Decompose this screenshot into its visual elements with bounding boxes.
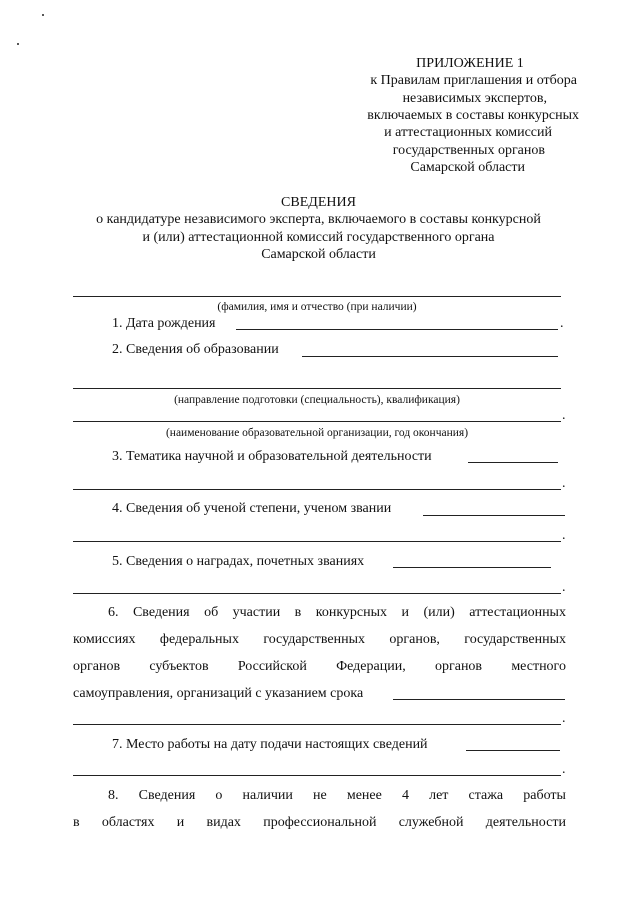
education-line[interactable] (302, 356, 558, 357)
degree-line[interactable] (423, 515, 565, 516)
end-mark: . (562, 762, 566, 777)
end-mark: . (562, 580, 566, 595)
birth-date-label: 1. Дата рождения (112, 316, 216, 331)
commissions-line[interactable] (393, 699, 565, 700)
workplace-line[interactable] (466, 750, 560, 751)
scan-speck (42, 14, 44, 16)
appendix-title: ПРИЛОЖЕНИЕ 1 (416, 56, 524, 71)
end-mark: . (562, 408, 566, 423)
awards-line[interactable] (393, 567, 551, 568)
awards-label: 5. Сведения о наградах, почетных званиях (112, 554, 365, 569)
form-subtitle-line: Самарской области (261, 247, 376, 262)
research-topics-line[interactable] (468, 462, 558, 463)
research-topics-line-2[interactable] (73, 489, 561, 490)
fio-line[interactable] (73, 296, 561, 297)
education-label: 2. Сведения об образовании (112, 342, 279, 357)
education-org-line[interactable] (73, 421, 561, 422)
commissions-text-line: самоуправления, организаций с указанием срока (73, 686, 364, 701)
form-title: СВЕДЕНИЯ (281, 195, 356, 210)
scan-speck (17, 43, 19, 45)
education-org-hint: (наименование образовательной организации, год окончания) (165, 427, 469, 439)
appendix-line: государственных органов (392, 143, 545, 158)
fio-hint: (фамилия, имя и отчество (при наличии) (217, 301, 417, 313)
workplace-label: 7. Место работы на дату подачи настоящих сведений (112, 737, 428, 752)
appendix-line: независимых экспертов, (402, 91, 547, 106)
experience-text-line: в областях и видах профессиональной служебной деятельности (73, 815, 566, 830)
workplace-line-2[interactable] (73, 775, 561, 776)
appendix-line: Самарской области (410, 160, 525, 175)
education-specialty-hint: (направление подготовки (специальность), квалификация) (174, 394, 460, 406)
degree-line-2[interactable] (73, 541, 561, 542)
end-mark: . (562, 711, 566, 726)
birth-date-line[interactable] (236, 329, 558, 330)
end-mark: . (562, 476, 566, 491)
end-mark: . (562, 528, 566, 543)
appendix-line: и аттестационных комиссий (384, 125, 552, 140)
form-subtitle-line: о кандидатуре независимого эксперта, включаемого в составы конкурсной (96, 212, 541, 227)
appendix-line: включаемых в составы конкурсных (367, 108, 579, 123)
education-specialty-line[interactable] (73, 388, 561, 389)
research-topics-label: 3. Тематика научной и образовательной деятельности (112, 449, 432, 464)
awards-line-2[interactable] (73, 593, 561, 594)
commissions-text-line: 6. Сведения об участии в конкурсных и (или) аттестационных (108, 605, 566, 620)
commissions-text-line: комиссиях федеральных государственных органов, государственных (73, 632, 566, 647)
end-mark: . (560, 316, 564, 331)
degree-label: 4. Сведения об ученой степени, ученом звании (112, 501, 392, 516)
commissions-text-line: органов субъектов Российской Федерации, органов местного (73, 659, 566, 674)
commissions-line-2[interactable] (73, 724, 561, 725)
form-subtitle-line: и (или) аттестационной комиссий государственного органа (142, 230, 495, 245)
appendix-line: к Правилам приглашения и отбора (370, 73, 577, 88)
experience-text-line: 8. Сведения о наличии не менее 4 лет стажа работы (108, 788, 566, 803)
